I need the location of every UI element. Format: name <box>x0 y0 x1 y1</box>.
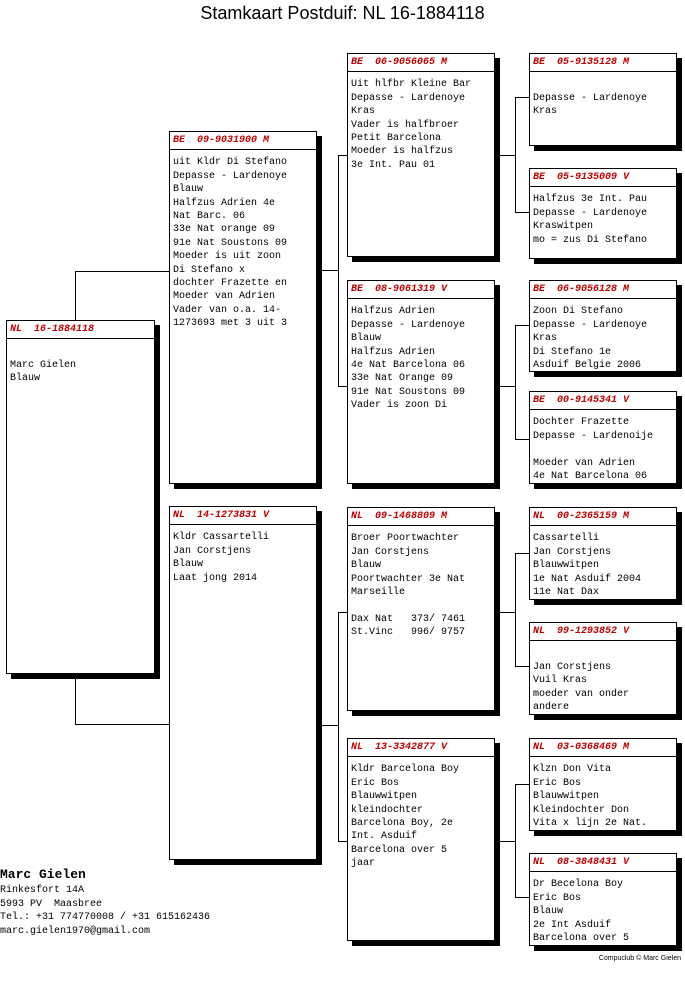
pigeon-info-line: Dochter Frazette <box>533 417 630 429</box>
owner-email: marc.gielen1970@gmail.com <box>0 925 151 937</box>
pigeon-info-line: Barcelona Boy, 2e <box>351 818 454 830</box>
pigeon-info-line: Kras <box>351 106 376 118</box>
pigeon-info-line: Broer Poortwachter <box>351 533 460 545</box>
owner-city: 5993 PV Maasbree <box>0 898 103 910</box>
pigeon-info-line: Marc Gielen <box>10 359 77 371</box>
pigeon-info-line: Di Stefano 1e <box>533 346 612 358</box>
pigeon-info-line: Depasse - Lardenoye <box>351 92 466 104</box>
pigeon-info-line: mo = zus Di Stefano <box>533 234 648 246</box>
ring-number: BE 09-9031900 M <box>170 134 316 150</box>
pigeon-info-line: 3e Int. Pau 01 <box>351 159 436 171</box>
pigeon-info-line: Klzn Don Vita <box>533 764 612 776</box>
ring-number: NL 13-3342877 V <box>348 741 494 757</box>
connector-line <box>515 784 516 898</box>
pigeon-info-line <box>351 599 491 612</box>
pigeon-card-fmm <box>529 391 677 484</box>
pigeon-info-line: moeder van onder <box>533 688 630 700</box>
owner-name: Marc Gielen <box>0 867 86 882</box>
ring-number: NL 03-0368469 M <box>530 741 676 757</box>
pigeon-info-line: Asduif Belgie 2006 <box>533 360 642 372</box>
pigeon-info-line: Int. Asduif <box>351 831 418 843</box>
connector-line <box>515 97 516 213</box>
pigeon-info-line: Laat jong 2014 <box>173 572 258 584</box>
pigeon-card-father <box>169 131 317 484</box>
connector-line <box>515 553 516 667</box>
pigeon-info-line: Zoon Di Stefano <box>533 306 624 318</box>
pigeon-info-line: Petit Barcelona <box>351 133 442 145</box>
pigeon-info-line: Vita x lijn 2e Nat. <box>533 818 648 830</box>
pigeon-info-line: Moeder van Adrien <box>533 457 636 469</box>
pigeon-info-line: Kras <box>533 333 558 345</box>
pigeon-info-line: Halfzus 3e Int. Pau <box>533 194 648 206</box>
connector-line <box>500 386 515 387</box>
pigeon-info-line: dochter Frazette en <box>173 278 288 290</box>
pigeon-info-line: Moeder is uit zoon <box>173 251 282 263</box>
connector-line <box>500 155 515 156</box>
connector-line <box>338 612 339 842</box>
pigeon-info-line: Depasse - Lardenoije <box>533 430 654 442</box>
ring-number: NL 09-1468809 M <box>348 510 494 526</box>
pigeon-card-mother <box>169 506 317 860</box>
ring-number: NL 14-1273831 V <box>170 509 316 525</box>
pigeon-card-mother-father <box>347 507 495 711</box>
pigeon-info-line: Barcelona over 5 <box>533 933 630 945</box>
pigeon-info-line: Dax Nat 373/ 7461 <box>351 613 466 625</box>
owner-address: Rinkesfort 14A <box>0 885 85 896</box>
pigeon-card-mff <box>529 507 677 600</box>
pigeon-info-line: Moeder van Adrien <box>173 291 276 303</box>
pigeon-info-line: Vader van o.a. 14- <box>173 304 282 316</box>
pigeon-info-line: Moeder is halfzus <box>351 146 454 158</box>
pigeon-card-fmf <box>529 280 677 372</box>
pigeon-info-line: Depasse - Lardenoye <box>533 92 648 104</box>
pigeon-info-line <box>533 647 673 660</box>
pigeon-info-line: andere <box>533 702 570 714</box>
pigeon-card-ffm <box>529 168 677 259</box>
pigeon-card-mother-mother <box>347 738 495 941</box>
page-title: Stamkaart Postduif: NL 16-1884118 <box>200 3 485 23</box>
pigeon-info-line: Poortwachter 3e Nat <box>351 573 466 585</box>
pigeon-info-line: Marseille <box>351 587 406 599</box>
pigeon-info-line: Vuil Kras <box>533 675 588 687</box>
pigeon-info-line: Depasse - Lardenoye <box>173 170 288 182</box>
pigeon-info-line: 4e Nat Barcelona 06 <box>351 360 466 372</box>
pigeon-info-line: Halfzus Adrien <box>351 346 436 358</box>
pigeon-info-line: Jan Corstjens <box>533 546 612 558</box>
connector-line <box>515 784 530 785</box>
pigeon-info-line: 33e Nat Orange 09 <box>351 373 454 385</box>
pigeon-info-line: Depasse - Lardenoye <box>533 207 648 219</box>
pigeon-info-line: Depasse - Lardenoye <box>533 319 648 331</box>
pigeon-info-line: Depasse - Lardenoye <box>351 319 466 331</box>
pigeon-info-line: Uit hlfbr Kleine Bar <box>351 79 472 91</box>
pigeon-info-line <box>533 443 673 456</box>
pigeon-info-line <box>533 78 673 91</box>
pigeon-info-line: 4e Nat Barcelona 06 <box>533 471 648 483</box>
pigeon-info-line: Blauwwitpen <box>351 791 418 803</box>
connector-line <box>515 897 530 898</box>
ring-number: BE 08-9061319 V <box>348 283 494 299</box>
ring-number: NL 08-3848431 V <box>530 856 676 872</box>
pigeon-card-father-mother <box>347 280 495 484</box>
connector-line <box>515 212 530 213</box>
footer-credit: Compuclub © Marc Gielen <box>598 955 681 962</box>
connector-line <box>75 724 171 725</box>
pigeon-info-line: 2e Int Asduif <box>533 919 612 931</box>
pigeon-info-line: Vader is zoon Di <box>351 400 448 412</box>
pigeon-card-mmm <box>529 853 677 946</box>
connector-line <box>515 666 530 667</box>
pigeon-info-line: 33e Nat orange 09 <box>173 224 276 236</box>
pigeon-card-fff <box>529 53 677 146</box>
pigeon-info-line: Di Stefano x <box>173 264 246 276</box>
pigeon-info-line: 91e Nat Soustons 09 <box>173 237 288 249</box>
pigeon-info-line: Eric Bos <box>533 892 582 904</box>
pigeon-info-line: Kraswitpen <box>533 221 594 233</box>
connector-line <box>322 270 338 271</box>
pigeon-info-line: Eric Bos <box>533 777 582 789</box>
connector-line <box>75 679 76 724</box>
pigeon-info-line: Blauw <box>173 559 204 571</box>
pigeon-info-line <box>10 345 151 358</box>
pigeon-info-line: Kldr Barcelona Boy <box>351 764 460 776</box>
connector-line <box>338 155 339 387</box>
connector-line <box>515 325 516 440</box>
connector-line <box>75 271 76 323</box>
pigeon-info-line: 91e Nat Soustons 09 <box>351 386 466 398</box>
pigeon-card-subject <box>6 320 155 674</box>
pigeon-info-line: Eric Bos <box>351 777 400 789</box>
owner-info <box>0 866 210 938</box>
ring-number: NL 00-2365159 M <box>530 510 676 526</box>
connector-line <box>322 725 338 726</box>
ring-number: BE 06-9056065 M <box>348 56 494 72</box>
pigeon-info-line: Halfzus Adrien <box>351 306 436 318</box>
connector-line <box>515 325 530 326</box>
pigeon-info-line: Cassartelli <box>533 533 600 545</box>
pigeon-info-line: Barcelona over 5 <box>351 844 448 856</box>
ring-number: BE 05-9135128 M <box>530 56 676 72</box>
pigeon-info-line: Blauw <box>533 906 564 918</box>
pigeon-card-father-father <box>347 53 495 257</box>
connector-line <box>515 553 530 554</box>
pigeon-card-mfm <box>529 622 677 715</box>
ring-number: NL 99-1293852 V <box>530 625 676 641</box>
connector-line <box>515 97 530 98</box>
ring-number: NL 16-1884118 <box>7 323 154 339</box>
pigeon-info-line: Kleindochter Don <box>533 804 630 816</box>
pigeon-info-line: Dr Becelona Boy <box>533 879 624 891</box>
pigeon-card-mmf <box>529 738 677 831</box>
ring-number: BE 00-9145341 V <box>530 394 676 410</box>
pigeon-info-line: Kras <box>533 106 558 118</box>
connector-line <box>500 612 515 613</box>
ring-number: BE 06-9056128 M <box>530 283 676 299</box>
pigeon-info-line: St.Vinc 996/ 9757 <box>351 627 466 639</box>
pigeon-info-line: Halfzus Adrien 4e <box>173 197 276 209</box>
pigeon-info-line: jaar <box>351 858 376 870</box>
connector-line <box>515 439 530 440</box>
pigeon-info-line: Jan Corstjens <box>351 546 430 558</box>
pigeon-info-line: Blauw <box>173 184 204 196</box>
pigeon-info-line: 1e Nat Asduif 2004 <box>533 573 642 585</box>
pigeon-info-line: Blauwwitpen <box>533 791 600 803</box>
pigeon-info-line: 11e Nat Dax <box>533 587 600 599</box>
connector-line <box>500 841 515 842</box>
pigeon-info-line: Jan Corstjens <box>173 545 252 557</box>
pigeon-info-line: 1273693 met 3 uit 3 <box>173 318 288 330</box>
ring-number: BE 05-9135009 V <box>530 171 676 187</box>
pigeon-info-line: Nat Barc. 06 <box>173 211 246 223</box>
pigeon-info-line: Blauw <box>351 333 382 345</box>
pigeon-info-line: kleindochter <box>351 804 424 816</box>
owner-phone: Tel.: +31 774770008 / +31 615162436 <box>0 912 211 923</box>
pigeon-info-line: Blauw <box>10 373 41 385</box>
pigeon-info-line: Blauwwitpen <box>533 560 600 572</box>
pigeon-info-line: uit Kldr Di Stefano <box>173 157 288 169</box>
pigeon-info-line: Jan Corstjens <box>533 661 612 673</box>
pigeon-info-line: Kldr Cassartelli <box>173 532 270 544</box>
pigeon-info-line: Blauw <box>351 560 382 572</box>
connector-line <box>75 271 171 272</box>
pigeon-info-line: Vader is halfbroer <box>351 119 460 131</box>
